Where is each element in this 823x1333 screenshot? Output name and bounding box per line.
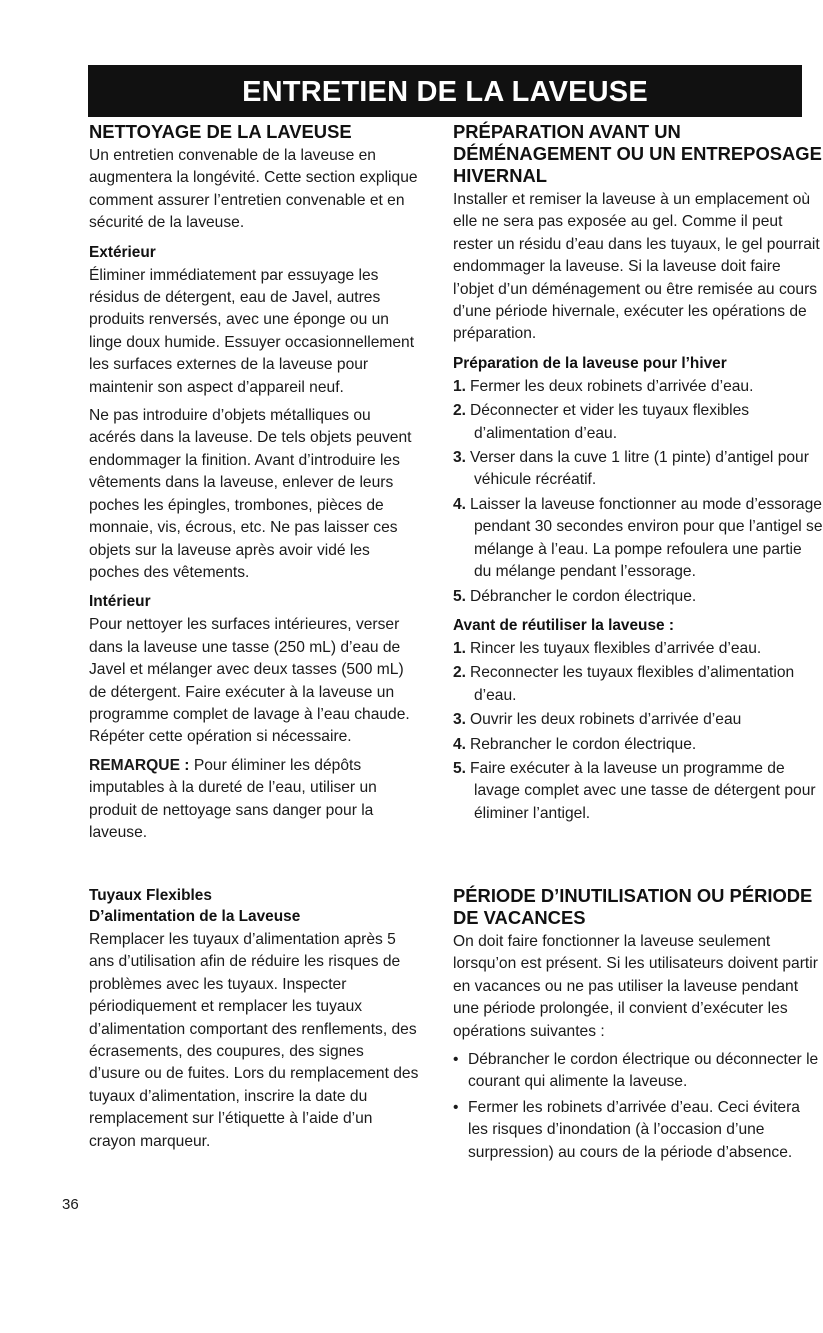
hoses-title-1: Tuyaux Flexibles <box>89 887 212 904</box>
winter-steps <box>453 376 823 608</box>
interior-title: Intérieur <box>89 593 151 611</box>
remark-note <box>89 755 419 845</box>
hoses-paragraph: Remplacer les tuyaux d’alimentation après 5 ans d’utilisation afin de réduire les risques de problèmes avec les tuyaux. Inspecter périodiquement et remplacer les tuyaux d’alimentation comportant des renflements, des écrasements, des coupures, des signes d’usure ou de fuites. Lors du remplacement des tuyaux d’alimentation, inscrire la date du remplacement sur l’étiquette à l’aide d’un crayon marqueur. <box>89 931 419 1150</box>
winter-step: 4. Laisser la laveuse fonctionner au mode d’essorage pendant 30 secondes environ pour que l’antigel se mélange à l’eau. La pompe refoulera une partie du mélange pendant l’essorage. <box>453 495 823 581</box>
storage-intro: Installer et remiser la laveuse à un emplacement où elle ne sera pas exposée au gel. Comme il peut rester un résidu d’eau dans les tuyaux, le gel pourrait endommager la laveuse. Si la laveuse doit faire l’objet d’un déménagement ou être remisée au cours d’une période hivernale, exécuter les opérations de préparation. <box>453 191 820 343</box>
vacation-intro: On doit faire fonctionner la laveuse seulement lorsqu’on est présent. Si les utilisateurs doivent partir en vacances ou ne pas utiliser la laveuse pendant une période prolongée, il convient d’exécuter les opérations suivantes : <box>453 933 818 1040</box>
vacation-bullet: • Fermer les robinets d’arrivée d’eau. Ceci évitera les risques d’inondation (à l’occasion d’une surpression) au cours de la période d’absence. <box>453 1098 800 1161</box>
page-number: 36 <box>62 1196 79 1213</box>
reuse-title: Avant de réutiliser la laveuse : <box>453 616 674 634</box>
exterior-title: Extérieur <box>89 243 156 261</box>
remark-label: REMARQUE : <box>89 756 190 774</box>
vacation-heading: PÉRIODE D’INUTILISATION OU PÉRIODE DE VACANCES <box>453 885 813 928</box>
winter-step: 2. Déconnecter et vider les tuyaux flexibles d’alimentation d’eau. <box>453 402 750 442</box>
right-column <box>453 121 823 1161</box>
winter-step: 1. Fermer les deux robinets d’arrivée d’eau. <box>453 377 754 395</box>
reuse-steps <box>453 638 823 825</box>
winter-title: Préparation de la laveuse pour l’hiver <box>453 354 727 372</box>
hoses-section <box>89 885 419 1159</box>
reuse-step: 2. Reconnecter les tuyaux flexibles d’alimentation d’eau. <box>453 664 795 704</box>
exterior-paragraph-2: Ne pas introduire d’objets métalliques ou acérés dans la laveuse. De tels objets peuvent endommager la finition. Avant d’introduire les vêtements dans la laveuse, enlever de leurs poches les épingles, trombones, pièces de monnaie, vis, écrous, etc. Ne pas laisser ces objets sur la laveuse après avoir vidé les poches des vêtements. <box>89 407 412 581</box>
winter-step: 5. Débrancher le cordon électrique. <box>453 587 697 605</box>
reuse-step: 1. Rincer les tuyaux flexibles d’arrivée d’eau. <box>453 639 762 657</box>
storage-heading: PRÉPARATION AVANT UN DÉMÉNAGEMENT OU UN ENTREPOSAGE HIVERNAL <box>453 121 822 186</box>
reuse-step: 4. Rebrancher le cordon électrique. <box>453 735 697 753</box>
vacation-bullets <box>453 1049 823 1164</box>
vacation-section <box>453 885 823 1167</box>
interior-paragraph: Pour nettoyer les surfaces intérieures, verser dans la laveuse une tasse (250 mL) d’eau de Javel et mélanger avec deux tasses (500 mL) de détergent. Faire exécuter à la laveuse un programme complet de lavage à l’eau chaude. Répéter cette opération si nécessaire. <box>89 616 410 746</box>
reuse-step: 3. Ouvrir les deux robinets d’arrivée d’eau <box>453 711 742 729</box>
cleaning-heading: NETTOYAGE DE LA LAVEUSE <box>89 121 352 142</box>
left-column <box>89 121 419 1150</box>
reuse-step: 5. Faire exécuter à la laveuse un programme de lavage complet avec une tasse de détergent pour éliminer l’antigel. <box>453 759 816 822</box>
exterior-paragraph-1: Éliminer immédiatement par essuyage les résidus de détergent, eau de Javel, autres produits renversés, avec une éponge ou un linge doux humide. Essuyer occasionnellement les surfaces externes de la laveuse pour maintenir son aspect d’appareil neuf. <box>89 266 415 396</box>
vacation-bullet: • Débrancher le cordon électrique ou déconnecter le courant qui alimente la laveuse. <box>453 1051 819 1091</box>
hoses-title-2: D’alimentation de la Laveuse <box>89 908 301 925</box>
remark-text: Pour éliminer les dépôts imputables à la dureté de l’eau, utiliser un produit de nettoyage sans danger pour la laveuse. <box>89 756 377 841</box>
winter-step: 3. Verser dans la cuve 1 litre (1 pinte) d’antigel pour véhicule récréatif. <box>453 449 809 489</box>
cleaning-intro: Un entretien convenable de la laveuse en augmentera la longévité. Cette section explique comment assurer l’entretien convenable et en sécurité de la laveuse. <box>89 147 418 232</box>
page-banner: ENTRETIEN DE LA LAVEUSE <box>88 65 802 117</box>
